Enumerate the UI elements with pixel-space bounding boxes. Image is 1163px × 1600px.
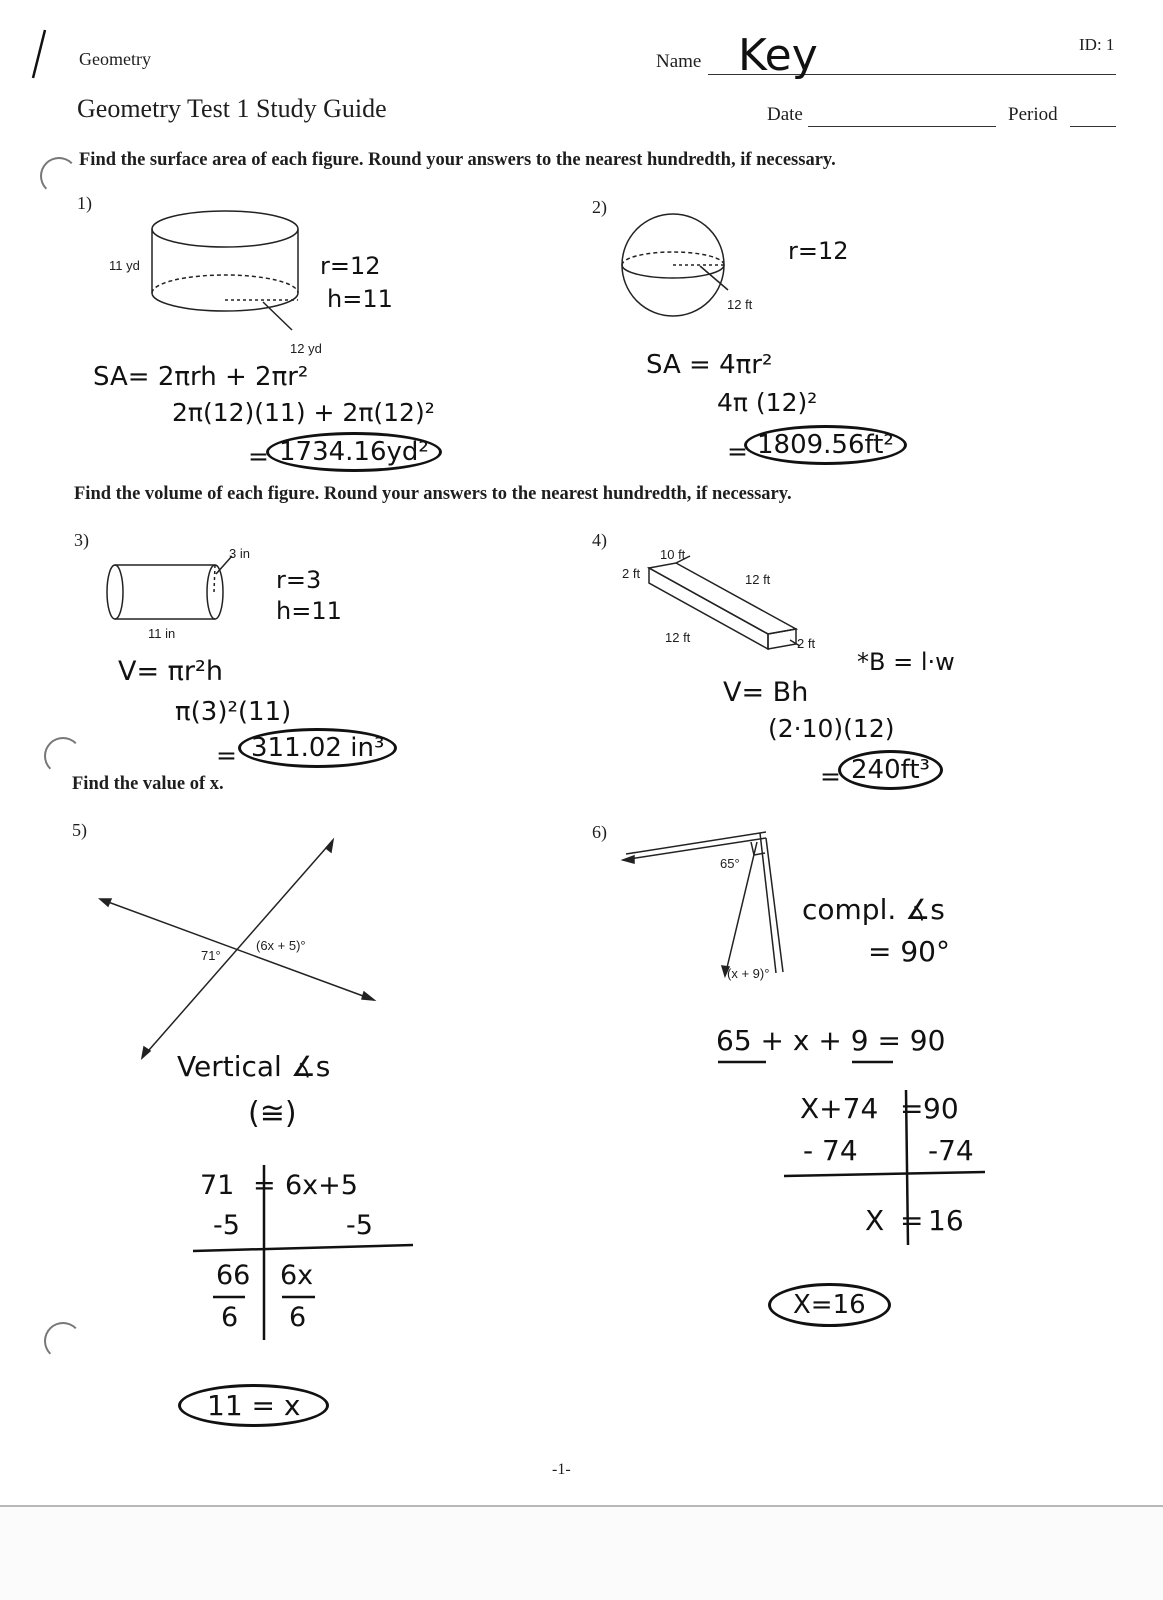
p6-work4-eq: = (900, 1204, 924, 1237)
p4-equals: = (820, 762, 841, 791)
p3-substitution: π(3)²(11) (175, 697, 292, 727)
p6-work2-left: X+74 (800, 1092, 879, 1125)
p4-answer: 240ft³ (838, 750, 943, 790)
p2-equals: = (727, 437, 748, 466)
section-surface-area: Find the surface area of each figure. Round your answers to the nearest hundredth, if necessary. (79, 150, 836, 170)
problem-2-number: 2) (592, 197, 607, 217)
intersecting-lines-figure (100, 840, 374, 1058)
p6-ninety-note: = 90° (868, 935, 950, 968)
p5-sub-right: -5 (346, 1210, 373, 1241)
hole-punch-mark (40, 157, 78, 195)
course-name: Geometry (79, 49, 151, 69)
page-number: -1- (552, 1461, 571, 1478)
p4-side-label: 2 ft (797, 636, 816, 651)
p1-formula: SA= 2πrh + 2πr² (93, 362, 309, 392)
p5-answer: 11 = x (178, 1384, 329, 1427)
problem-1-number: 1) (77, 193, 92, 213)
p3-formula: V= πr²h (118, 656, 223, 687)
p6-work4-right: 16 (928, 1204, 964, 1237)
p4-formula: V= Bh (723, 677, 809, 708)
p6-answer: X=16 (768, 1283, 891, 1327)
p6-work2-eq: = (900, 1092, 924, 1125)
p5-congruent-note: (≅) (248, 1096, 297, 1131)
p2-substitution: 4π (12)² (717, 388, 818, 417)
p6-complementary-note: compl. ∡s (802, 893, 945, 926)
p5-angle-left: 71° (201, 948, 221, 963)
p5-div-right: 6 (289, 1302, 307, 1333)
p3-answer: 311.02 in³ (238, 728, 397, 768)
p1-given-h: h=11 (327, 285, 393, 313)
p3-given-h: h=11 (276, 597, 342, 625)
p3-length-label: 11 in (148, 626, 176, 641)
cylinder-figure-3 (107, 556, 232, 619)
p1-given-r: r=12 (320, 252, 381, 280)
p2-given-r: r=12 (788, 237, 849, 265)
p6-work3-left: - 74 (803, 1134, 858, 1167)
cylinder-figure-1 (152, 211, 298, 330)
p4-bottom-label: 12 ft (665, 630, 691, 645)
p1-equals: = (248, 442, 269, 471)
problem-4-number: 4) (592, 530, 607, 550)
period-label: Period (1008, 104, 1058, 125)
complementary-angle-figure (623, 832, 783, 976)
name-value: Key (738, 30, 818, 81)
p6-angle-bottom: (x + 9)° (727, 966, 770, 981)
problem-6-number: 6) (592, 822, 607, 842)
p4-top-label: 10 ft (660, 547, 686, 562)
p5-mid-right: 6x (280, 1260, 314, 1291)
hole-punch-mark (44, 737, 82, 775)
p1-radius-label: 12 yd (290, 341, 322, 356)
p4-length-label: 12 ft (745, 572, 771, 587)
problem-3-number: 3) (74, 530, 89, 550)
p5-sub-left: -5 (213, 1210, 240, 1241)
p5-angle-right: (6x + 5)° (256, 938, 306, 953)
p2-formula: SA = 4πr² (646, 350, 773, 380)
p5-div-left: 6 (221, 1302, 239, 1333)
p1-answer: 1734.16yd² (266, 432, 442, 472)
section-volume: Find the volume of each figure. Round your answers to the nearest hundredth, if necessary. (74, 484, 792, 504)
p5-vertical-note: Vertical ∡s (177, 1050, 331, 1083)
problem-5-number: 5) (72, 820, 87, 840)
p5-mid-left: 66 (216, 1260, 251, 1291)
p4-substitution: (2·10)(12) (768, 714, 895, 743)
p5-work-eq: = (253, 1170, 276, 1201)
p6-work2-right: 90 (923, 1092, 959, 1125)
p6-angle-top: 65° (720, 856, 740, 871)
p4-left-label: 2 ft (622, 566, 641, 581)
hole-punch-mark (44, 1322, 82, 1360)
sphere-figure (622, 214, 728, 316)
p2-answer: 1809.56ft² (744, 425, 907, 465)
p1-height-label: 11 yd (109, 258, 140, 273)
section-find-x: Find the value of x. (72, 774, 224, 794)
id-label: ID: 1 (1079, 35, 1115, 54)
p5-work-right: 6x+5 (285, 1170, 358, 1201)
p1-substitution: 2π(12)(11) + 2π(12)² (172, 398, 435, 427)
page-title: Geometry Test 1 Study Guide (77, 94, 387, 123)
p4-base-note: *B = l·w (857, 648, 955, 676)
p3-given-r: r=3 (276, 566, 322, 594)
p5-work-left: 71 (200, 1170, 235, 1201)
p2-radius-label: 12 ft (727, 297, 753, 312)
p6-equation: 65 + x + 9 = 90 (716, 1024, 946, 1057)
p3-equals: = (216, 741, 237, 770)
date-label: Date (767, 104, 803, 125)
p3-radius-label: 3 in (229, 546, 250, 561)
p6-work4-left: X (865, 1204, 885, 1237)
p6-work3-right: -74 (928, 1134, 974, 1167)
name-label: Name (656, 51, 702, 72)
